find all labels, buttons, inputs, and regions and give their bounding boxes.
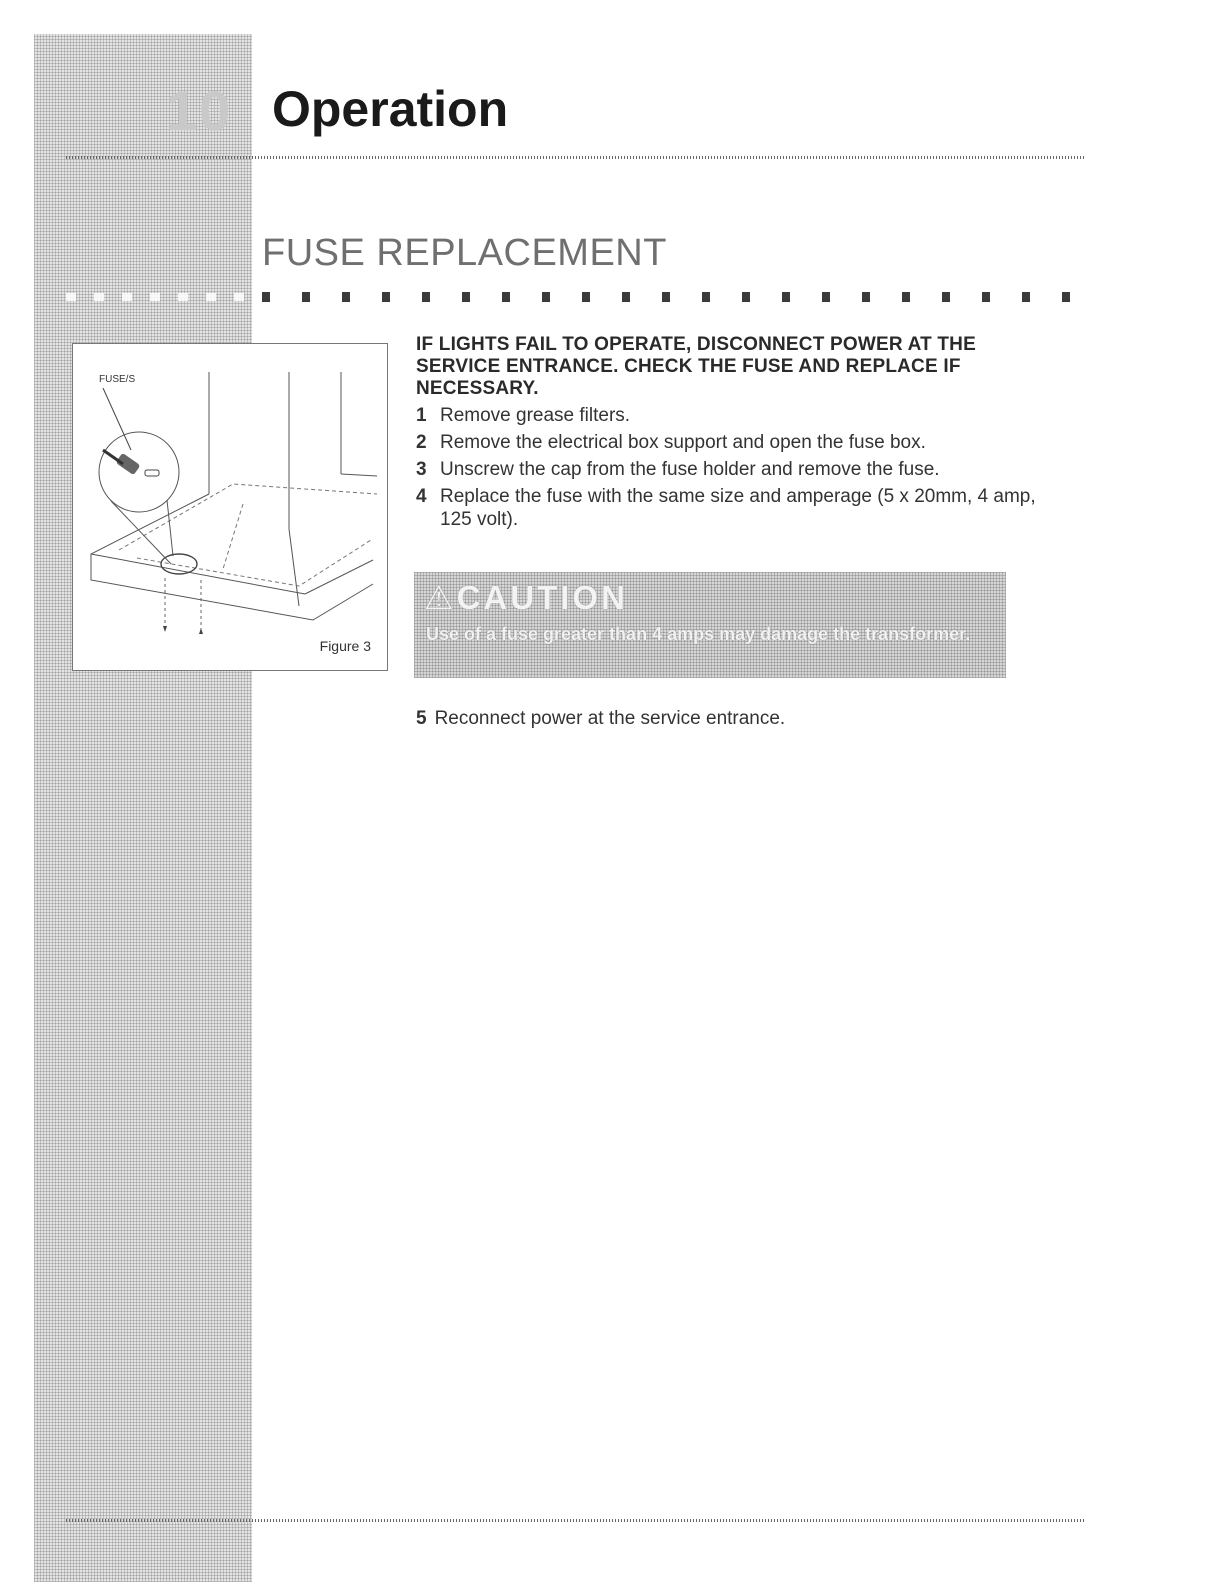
page-title: Operation (272, 81, 509, 137)
caution-heading: CAUTION (456, 579, 628, 616)
step-text: Remove the electrical box support and open the fuse box. (440, 432, 926, 453)
list-item (416, 485, 1056, 531)
list-item (416, 708, 785, 730)
caution-box (414, 572, 1006, 678)
header-divider (66, 156, 1084, 159)
step-number: 1 (416, 405, 427, 426)
figure-caption: Figure 3 (319, 638, 371, 654)
hood-diagram (73, 344, 387, 670)
step-text: Replace the fuse with the same size and amperage (5 x 20mm, 4 amp, 125 volt). (440, 486, 1036, 530)
dotted-divider-left (66, 293, 250, 301)
list-item (416, 458, 1056, 481)
figure-3 (72, 343, 388, 671)
warning-text: IF LIGHTS FAIL TO OPERATE, DISCONNECT POWER AT THE SERVICE ENTRANCE. CHECK THE FUSE AND REPLACE IF NECESSARY. (416, 334, 976, 399)
list-item (416, 431, 1056, 454)
step-number: 2 (416, 432, 427, 453)
caution-text: Use of a fuse greater than 4 amps may damage the transformer. (426, 624, 971, 644)
step-number: 3 (416, 459, 427, 480)
dotted-divider (262, 292, 1092, 302)
figure-label: FUSE/S (99, 374, 136, 385)
list-item (416, 404, 1056, 427)
warning-triangle-icon: ⚠ (424, 579, 457, 616)
step-number: 5 (416, 708, 427, 729)
section-title: FUSE REPLACEMENT (262, 232, 667, 274)
step-number: 4 (416, 486, 427, 507)
footer-divider (66, 1519, 1084, 1522)
step-text: Remove grease filters. (440, 405, 631, 426)
steps-list (416, 404, 1056, 535)
sidebar-pattern (34, 34, 252, 1582)
step-text: Unscrew the cap from the fuse holder and remove the fuse. (440, 459, 940, 480)
step-text: Reconnect power at the service entrance. (434, 708, 786, 729)
chapter-number: 10 (166, 79, 233, 142)
